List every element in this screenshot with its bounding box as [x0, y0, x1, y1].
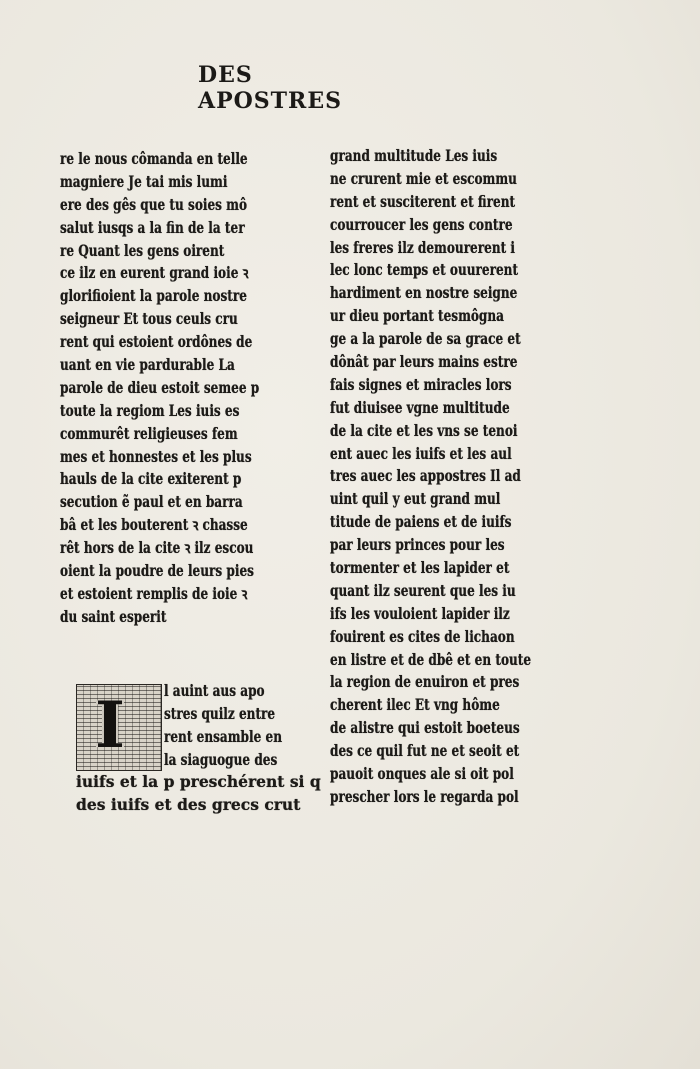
text-line: hardiment en nostre seigne	[330, 283, 518, 303]
text-line: hauls de la cite exiterent p	[60, 469, 242, 489]
text-line: uant en vie pardurable La	[60, 355, 235, 375]
text-line: stres quilz entre	[164, 703, 276, 723]
text-line: fais signes et miracles lors	[330, 374, 512, 394]
right-column	[330, 145, 575, 809]
text-line: la siaguogue des	[164, 749, 278, 769]
left-column	[60, 148, 305, 629]
text-line: dônât par leurs mains estre	[330, 352, 518, 372]
initial-letter: I	[95, 688, 125, 763]
text-line: fut diuisee vgne multitude	[330, 397, 510, 417]
after-initial-text	[76, 771, 321, 817]
text-line: ce ilz en eurent grand ioie ꝛ	[60, 263, 249, 283]
decorated-initial	[76, 684, 162, 771]
text-line: toute la regiom Les iuis es	[60, 400, 240, 420]
text-line: magniere Je tai mis lumi	[60, 171, 228, 191]
text-line: pauoit onques ale si oit pol	[330, 764, 514, 784]
text-line: rent qui estoient ordônes de	[60, 332, 253, 352]
text-line: des iuifs et des grecs crut	[76, 794, 301, 814]
text-line: l auint aus apo	[164, 681, 265, 700]
text-line: ifs les vouloient lapider ilz	[330, 603, 510, 623]
text-line: lec lonc temps et ouurerent	[330, 260, 519, 280]
text-line: ere des gês que tu soies mô	[60, 194, 248, 214]
text-line: secution ẽ paul et en barra	[60, 492, 243, 512]
text-line: ent auec les iuifs et les aul	[330, 443, 512, 463]
text-line: oient la poudre de leurs pies	[60, 561, 254, 581]
text-line: fouirent es cites de lichaon	[330, 626, 515, 646]
text-line: ge a la parole de sa grace et	[330, 329, 521, 349]
running-head: DES APOSTRES	[198, 62, 342, 114]
text-line: de alistre qui estoit boeteus	[330, 718, 520, 738]
text-line: ur dieu portant tesmôgna	[330, 306, 505, 326]
text-line: parole de dieu estoit semee p	[60, 377, 260, 397]
text-line: tres auec les appostres Il ad	[330, 466, 521, 486]
text-line: seigneur Et tous ceuls cru	[60, 309, 238, 329]
text-line: uint quil y eut grand mul	[330, 489, 501, 509]
text-line: les freres ilz demourerent i	[330, 237, 515, 257]
text-line: rent ensamble en	[164, 726, 282, 746]
text-line: et estoient remplis de ioie ꝛ	[60, 583, 248, 603]
text-line: des ce quil fut ne et seoit et	[330, 741, 520, 761]
text-line: rent et susciterent et firent	[330, 191, 516, 211]
text-line: iuifs et la p preschérent si q	[76, 772, 321, 791]
text-line: en listre et de dbê et en toute	[330, 649, 532, 669]
text-line: grand multitude Les iuis	[330, 146, 498, 165]
text-line: re le nous cômanda en telle	[60, 149, 248, 168]
text-line: cherent ilec Et vng hôme	[330, 695, 500, 715]
text-line: la region de enuiron et pres	[330, 672, 520, 692]
text-line: prescher lors le regarda pol	[330, 786, 519, 806]
text-line: courroucer les gens contre	[330, 214, 513, 234]
text-line: titude de paiens et de iuifs	[330, 512, 512, 532]
text-line: rêt hors de la cite ꝛ ilz escou	[60, 538, 254, 558]
text-line: par leurs princes pour les	[330, 535, 505, 555]
text-line: tormenter et les lapider et	[330, 558, 510, 578]
text-line: quant ilz seurent que les iu	[330, 580, 516, 600]
text-line: bâ et les bouterent ꝛ chasse	[60, 515, 248, 535]
text-line: re Quant les gens oirent	[60, 240, 225, 260]
text-line: mes et honnestes et les plus	[60, 446, 252, 466]
initial-text	[164, 680, 315, 772]
text-line: glorifioient la parole nostre	[60, 286, 247, 306]
text-line: de la cite et les vns se tenoi	[330, 420, 518, 440]
text-line: salut iusqs a la fin de la ter	[60, 217, 245, 237]
text-line: commurêt religieuses fem	[60, 423, 238, 443]
text-line: du saint esperit	[60, 606, 167, 626]
text-line: ne crurent mie et escommu	[330, 168, 517, 188]
